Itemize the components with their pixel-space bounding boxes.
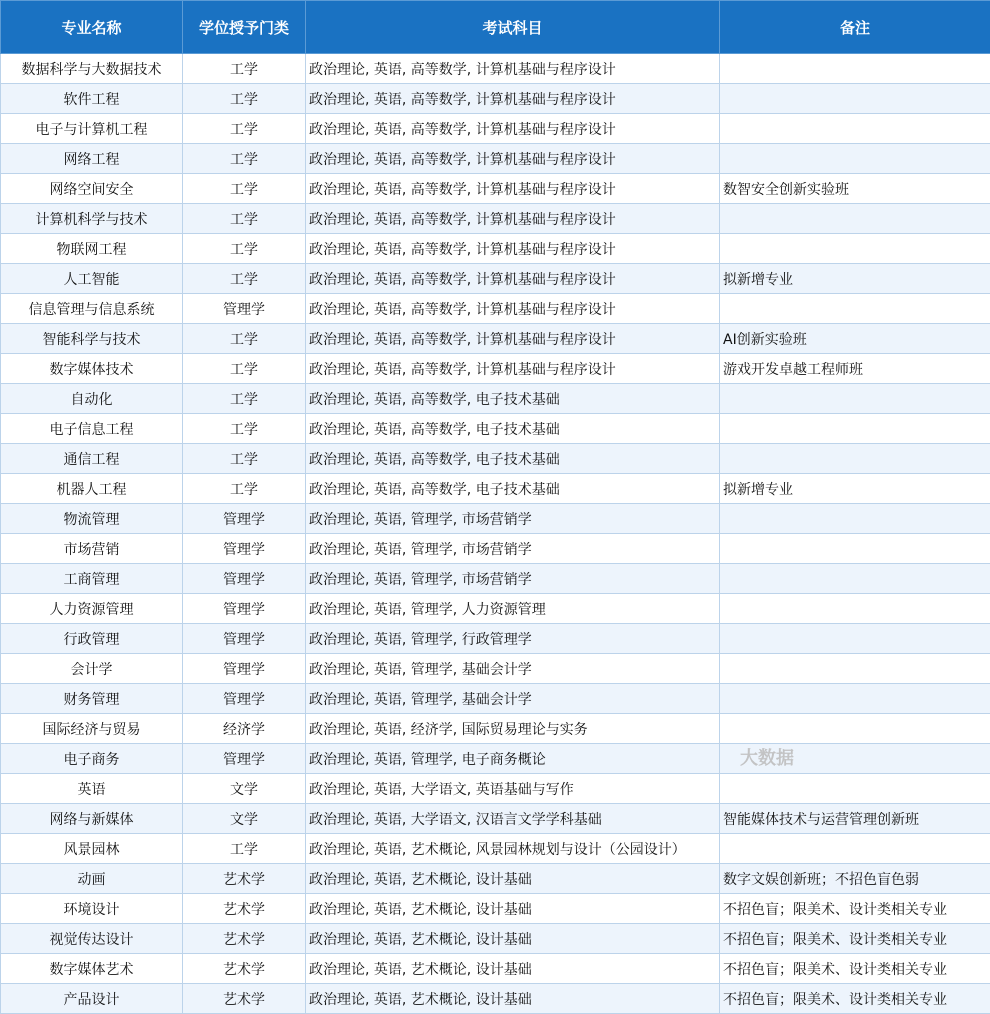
table-row bbox=[1, 624, 990, 654]
exam-subjects-cell: 政治理论, 英语, 艺术概论, 风景园林规划与设计（公园设计） bbox=[306, 834, 720, 864]
major-name-cell: 电子信息工程 bbox=[1, 414, 183, 444]
major-name-cell: 数字媒体艺术 bbox=[1, 954, 183, 984]
table-row bbox=[1, 774, 990, 804]
major-name-cell: 数字媒体技术 bbox=[1, 354, 183, 384]
notes-cell bbox=[720, 714, 990, 744]
exam-subjects-cell: 政治理论, 英语, 高等数学, 计算机基础与程序设计 bbox=[306, 354, 720, 384]
table-row bbox=[1, 654, 990, 684]
table-row bbox=[1, 294, 990, 324]
degree-category-cell: 管理学 bbox=[183, 534, 306, 564]
table-row bbox=[1, 924, 990, 954]
exam-subjects-cell: 政治理论, 英语, 高等数学, 电子技术基础 bbox=[306, 444, 720, 474]
degree-category-cell: 工学 bbox=[183, 384, 306, 414]
major-name-cell: 自动化 bbox=[1, 384, 183, 414]
major-name-cell: 智能科学与技术 bbox=[1, 324, 183, 354]
notes-cell bbox=[720, 234, 990, 264]
degree-category-cell: 管理学 bbox=[183, 744, 306, 774]
exam-subjects-cell: 政治理论, 英语, 高等数学, 计算机基础与程序设计 bbox=[306, 84, 720, 114]
degree-category-cell: 管理学 bbox=[183, 594, 306, 624]
major-name-cell: 环境设计 bbox=[1, 894, 183, 924]
notes-cell: 数字文娱创新班；不招色盲色弱 bbox=[720, 864, 990, 894]
notes-cell: 拟新增专业 bbox=[720, 474, 990, 504]
major-name-cell: 视觉传达设计 bbox=[1, 924, 183, 954]
exam-subjects-cell: 政治理论, 英语, 高等数学, 电子技术基础 bbox=[306, 474, 720, 504]
degree-category-cell: 艺术学 bbox=[183, 954, 306, 984]
degree-category-cell: 工学 bbox=[183, 354, 306, 384]
major-name-cell: 网络工程 bbox=[1, 144, 183, 174]
major-name-cell: 动画 bbox=[1, 864, 183, 894]
table-row bbox=[1, 504, 990, 534]
header-major-name: 专业名称 bbox=[1, 1, 183, 54]
degree-category-cell: 管理学 bbox=[183, 564, 306, 594]
notes-cell: 数智安全创新实验班 bbox=[720, 174, 990, 204]
table-row bbox=[1, 684, 990, 714]
notes-cell bbox=[720, 294, 990, 324]
header-exam-subjects: 考试科目 bbox=[306, 1, 720, 54]
exam-subjects-cell: 政治理论, 英语, 艺术概论, 设计基础 bbox=[306, 864, 720, 894]
major-name-cell: 软件工程 bbox=[1, 84, 183, 114]
notes-cell bbox=[720, 834, 990, 864]
degree-category-cell: 工学 bbox=[183, 174, 306, 204]
major-name-cell: 电子与计算机工程 bbox=[1, 114, 183, 144]
exam-subjects-cell: 政治理论, 英语, 管理学, 基础会计学 bbox=[306, 684, 720, 714]
major-name-cell: 财务管理 bbox=[1, 684, 183, 714]
exam-subjects-cell: 政治理论, 英语, 高等数学, 电子技术基础 bbox=[306, 414, 720, 444]
degree-category-cell: 管理学 bbox=[183, 624, 306, 654]
notes-cell: 不招色盲；限美术、设计类相关专业 bbox=[720, 954, 990, 984]
notes-cell bbox=[720, 624, 990, 654]
table-row bbox=[1, 564, 990, 594]
degree-category-cell: 工学 bbox=[183, 474, 306, 504]
major-name-cell: 信息管理与信息系统 bbox=[1, 294, 183, 324]
notes-cell bbox=[720, 684, 990, 714]
table-row bbox=[1, 324, 990, 354]
table-row bbox=[1, 384, 990, 414]
degree-category-cell: 艺术学 bbox=[183, 894, 306, 924]
notes-cell bbox=[720, 144, 990, 174]
notes-cell bbox=[720, 594, 990, 624]
degree-category-cell: 工学 bbox=[183, 84, 306, 114]
watermark-text: 大数据 bbox=[740, 748, 794, 769]
notes-cell: 不招色盲；限美术、设计类相关专业 bbox=[720, 924, 990, 954]
degree-category-cell: 工学 bbox=[183, 324, 306, 354]
degree-category-cell: 工学 bbox=[183, 834, 306, 864]
table-row bbox=[1, 954, 990, 984]
degree-category-cell: 艺术学 bbox=[183, 924, 306, 954]
degree-category-cell: 工学 bbox=[183, 444, 306, 474]
exam-subjects-cell: 政治理论, 英语, 艺术概论, 设计基础 bbox=[306, 894, 720, 924]
notes-cell bbox=[720, 564, 990, 594]
major-name-cell: 市场营销 bbox=[1, 534, 183, 564]
major-name-cell: 人力资源管理 bbox=[1, 594, 183, 624]
exam-subjects-cell: 政治理论, 英语, 高等数学, 计算机基础与程序设计 bbox=[306, 144, 720, 174]
exam-subjects-cell: 政治理论, 英语, 艺术概论, 设计基础 bbox=[306, 954, 720, 984]
exam-subjects-cell: 政治理论, 英语, 高等数学, 计算机基础与程序设计 bbox=[306, 324, 720, 354]
notes-cell bbox=[720, 444, 990, 474]
exam-subjects-cell: 政治理论, 英语, 管理学, 市场营销学 bbox=[306, 504, 720, 534]
notes-cell: 智能媒体技术与运营管理创新班 bbox=[720, 804, 990, 834]
table-row bbox=[1, 594, 990, 624]
exam-subjects-cell: 政治理论, 英语, 经济学, 国际贸易理论与实务 bbox=[306, 714, 720, 744]
exam-subjects-cell: 政治理论, 英语, 高等数学, 计算机基础与程序设计 bbox=[306, 114, 720, 144]
degree-category-cell: 文学 bbox=[183, 774, 306, 804]
degree-category-cell: 管理学 bbox=[183, 504, 306, 534]
exam-subjects-cell: 政治理论, 英语, 高等数学, 计算机基础与程序设计 bbox=[306, 294, 720, 324]
major-name-cell: 电子商务 bbox=[1, 744, 183, 774]
degree-category-cell: 工学 bbox=[183, 234, 306, 264]
notes-cell: 拟新增专业 bbox=[720, 264, 990, 294]
table-row bbox=[1, 234, 990, 264]
major-name-cell: 数据科学与大数据技术 bbox=[1, 54, 183, 84]
header-row bbox=[1, 1, 990, 54]
exam-subjects-cell: 政治理论, 英语, 高等数学, 计算机基础与程序设计 bbox=[306, 234, 720, 264]
exam-subjects-cell: 政治理论, 英语, 高等数学, 电子技术基础 bbox=[306, 384, 720, 414]
notes-cell bbox=[720, 84, 990, 114]
exam-subjects-cell: 政治理论, 英语, 高等数学, 计算机基础与程序设计 bbox=[306, 264, 720, 294]
notes-cell bbox=[720, 204, 990, 234]
notes-cell bbox=[720, 504, 990, 534]
notes-cell: AI创新实验班 bbox=[720, 324, 990, 354]
exam-subjects-cell: 政治理论, 英语, 高等数学, 计算机基础与程序设计 bbox=[306, 204, 720, 234]
exam-subjects-cell: 政治理论, 英语, 高等数学, 计算机基础与程序设计 bbox=[306, 54, 720, 84]
degree-category-cell: 艺术学 bbox=[183, 864, 306, 894]
exam-subjects-cell: 政治理论, 英语, 大学语文, 英语基础与写作 bbox=[306, 774, 720, 804]
exam-subjects-cell: 政治理论, 英语, 艺术概论, 设计基础 bbox=[306, 984, 720, 1014]
notes-cell: 游戏开发卓越工程师班 bbox=[720, 354, 990, 384]
degree-category-cell: 文学 bbox=[183, 804, 306, 834]
major-name-cell: 通信工程 bbox=[1, 444, 183, 474]
table-row bbox=[1, 264, 990, 294]
major-name-cell: 网络与新媒体 bbox=[1, 804, 183, 834]
table-row bbox=[1, 84, 990, 114]
exam-subjects-cell: 政治理论, 英语, 管理学, 电子商务概论 bbox=[306, 744, 720, 774]
table-row bbox=[1, 174, 990, 204]
table-row bbox=[1, 144, 990, 174]
major-name-cell: 风景园林 bbox=[1, 834, 183, 864]
table-row bbox=[1, 864, 990, 894]
major-name-cell: 机器人工程 bbox=[1, 474, 183, 504]
table-row bbox=[1, 114, 990, 144]
major-name-cell: 计算机科学与技术 bbox=[1, 204, 183, 234]
exam-subjects-cell: 政治理论, 英语, 管理学, 市场营销学 bbox=[306, 564, 720, 594]
table-row bbox=[1, 834, 990, 864]
major-name-cell: 国际经济与贸易 bbox=[1, 714, 183, 744]
exam-subjects-cell: 政治理论, 英语, 管理学, 市场营销学 bbox=[306, 534, 720, 564]
table-row bbox=[1, 444, 990, 474]
exam-subjects-cell: 政治理论, 英语, 大学语文, 汉语言文学学科基础 bbox=[306, 804, 720, 834]
notes-cell bbox=[720, 774, 990, 804]
degree-category-cell: 经济学 bbox=[183, 714, 306, 744]
table-row bbox=[1, 354, 990, 384]
major-name-cell: 英语 bbox=[1, 774, 183, 804]
header-degree-category: 学位授予门类 bbox=[183, 1, 306, 54]
notes-cell bbox=[720, 384, 990, 414]
major-name-cell: 人工智能 bbox=[1, 264, 183, 294]
table-row bbox=[1, 534, 990, 564]
degree-category-cell: 工学 bbox=[183, 414, 306, 444]
degree-category-cell: 管理学 bbox=[183, 294, 306, 324]
degree-category-cell: 管理学 bbox=[183, 654, 306, 684]
exam-subjects-cell: 政治理论, 英语, 艺术概论, 设计基础 bbox=[306, 924, 720, 954]
notes-cell bbox=[720, 54, 990, 84]
major-name-cell: 物流管理 bbox=[1, 504, 183, 534]
notes-cell: 不招色盲；限美术、设计类相关专业 bbox=[720, 984, 990, 1014]
notes-cell bbox=[720, 654, 990, 684]
degree-category-cell: 工学 bbox=[183, 144, 306, 174]
degree-category-cell: 管理学 bbox=[183, 684, 306, 714]
major-name-cell: 物联网工程 bbox=[1, 234, 183, 264]
table-row bbox=[1, 804, 990, 834]
degree-category-cell: 艺术学 bbox=[183, 984, 306, 1014]
degree-category-cell: 工学 bbox=[183, 114, 306, 144]
major-name-cell: 网络空间安全 bbox=[1, 174, 183, 204]
major-name-cell: 会计学 bbox=[1, 654, 183, 684]
notes-cell bbox=[720, 414, 990, 444]
table-row bbox=[1, 744, 990, 774]
table-row bbox=[1, 474, 990, 504]
exam-subjects-cell: 政治理论, 英语, 管理学, 人力资源管理 bbox=[306, 594, 720, 624]
watermark-logo bbox=[740, 747, 794, 771]
major-name-cell: 工商管理 bbox=[1, 564, 183, 594]
table-row bbox=[1, 414, 990, 444]
table-row bbox=[1, 54, 990, 84]
exam-subjects-cell: 政治理论, 英语, 管理学, 行政管理学 bbox=[306, 624, 720, 654]
degree-category-cell: 工学 bbox=[183, 204, 306, 234]
notes-cell bbox=[720, 114, 990, 144]
exam-subjects-cell: 政治理论, 英语, 高等数学, 计算机基础与程序设计 bbox=[306, 174, 720, 204]
major-name-cell: 产品设计 bbox=[1, 984, 183, 1014]
header-notes: 备注 bbox=[720, 1, 990, 54]
exam-subjects-cell: 政治理论, 英语, 管理学, 基础会计学 bbox=[306, 654, 720, 684]
notes-cell: 不招色盲；限美术、设计类相关专业 bbox=[720, 894, 990, 924]
degree-category-cell: 工学 bbox=[183, 54, 306, 84]
table-row bbox=[1, 714, 990, 744]
major-name-cell: 行政管理 bbox=[1, 624, 183, 654]
degree-category-cell: 工学 bbox=[183, 264, 306, 294]
table-row bbox=[1, 984, 990, 1014]
table-row bbox=[1, 894, 990, 924]
notes-cell bbox=[720, 534, 990, 564]
table-row bbox=[1, 204, 990, 234]
